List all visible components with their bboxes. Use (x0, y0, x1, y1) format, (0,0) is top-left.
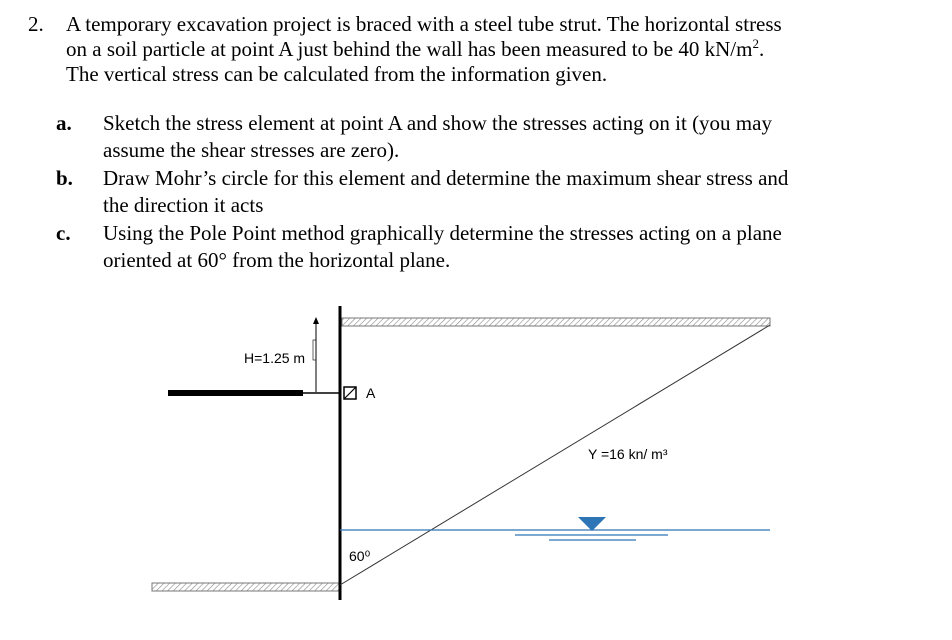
failure-plane-line (340, 325, 770, 585)
part-a-line-2: assume the shear stresses are zero). (103, 138, 400, 162)
part-b-line-2: the direction it acts (103, 193, 264, 217)
question-line-2-end: . (758, 37, 765, 61)
point-a-label: A (366, 385, 376, 401)
h-dimension-arrow (313, 317, 319, 324)
point-a-element-diagonal (344, 387, 356, 399)
part-a-line-1: Sketch the stress element at point A and show the stresses acting on it (you may (103, 111, 772, 135)
question-line-2-main: on a soil particle at point A just behind the wall has been measured to be 40 kN/m (66, 37, 753, 61)
part-b-letter: b. (56, 166, 73, 190)
superscript-2: 2 (752, 36, 759, 51)
part-b-line-1: Draw Mohr’s circle for this element and determine the maximum shear stress and (103, 166, 789, 190)
h-label: H=1.25 m (244, 350, 306, 366)
part-c-letter: c. (56, 221, 71, 245)
unit-weight-label: Y =16 kn/ m³ (588, 446, 668, 462)
question-number-text: 2. (28, 12, 44, 36)
question-line-1: A temporary excavation project is braced with a steel tube strut. The horizontal stress (66, 12, 782, 36)
water-table-symbol-icon (578, 517, 606, 531)
part-a-letter: a. (56, 111, 72, 135)
question-line-3: The vertical stress can be calculated from the information given. (66, 62, 608, 86)
part-c-line-1: Using the Pole Point method graphically determine the stresses acting on a plane (103, 221, 782, 245)
excavation-bottom (152, 583, 340, 591)
ground-surface-top (342, 318, 770, 326)
part-c-line-2: oriented at 60° from the horizontal plane. (103, 248, 451, 272)
angle-label: 60⁰ (349, 548, 371, 564)
